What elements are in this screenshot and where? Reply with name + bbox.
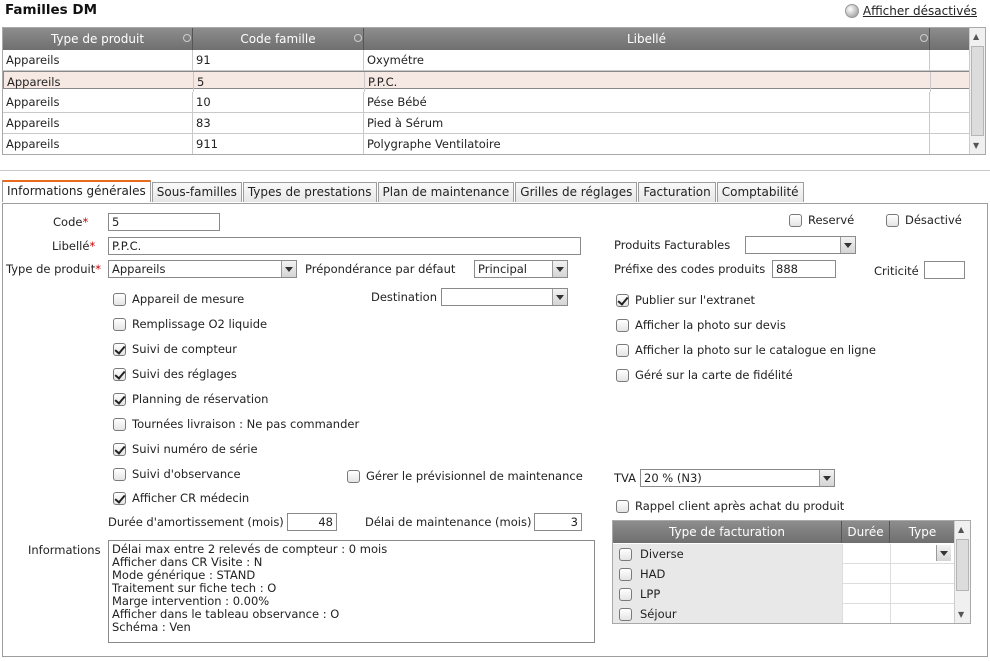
checkbox-label: Géré sur la carte de fidélité [635, 368, 793, 382]
search-icon[interactable] [920, 34, 928, 42]
checkbox[interactable] [619, 608, 632, 621]
toggle-ball-icon [845, 4, 859, 18]
checkbox[interactable] [619, 568, 632, 581]
reserve-checkbox[interactable]: Reservé [789, 213, 854, 227]
tab-6[interactable]: Comptabilité [717, 182, 804, 202]
grid-scrollbar[interactable] [969, 28, 985, 154]
checkbox-label: Remplissage O2 liquide [132, 317, 268, 331]
duree-cell[interactable] [842, 584, 890, 604]
checkbox[interactable] [113, 492, 126, 505]
tab-0[interactable]: Informations générales [2, 180, 151, 202]
info-textarea[interactable]: Délai max entre 2 relevés de compteur : 0 mois Afficher dans CR Visite : N Mode générique : STAND Traitement sur fiche tech : O Marge intervention : 0.00% Afficher dans le tableau observance : O Schéma : Ven [108, 540, 595, 643]
billing-type-label: Séjour [640, 607, 677, 621]
checkbox[interactable] [616, 344, 629, 357]
table-cell: 911 [193, 134, 364, 154]
table-row[interactable] [3, 92, 970, 113]
checkbox-item[interactable] [113, 392, 268, 406]
chevron-down-icon[interactable] [552, 261, 567, 277]
amort-input[interactable]: 48 [287, 513, 337, 531]
families-grid [2, 27, 986, 155]
checkbox-label: Appareil de mesure [132, 292, 245, 306]
table-cell: Appareils [3, 134, 193, 154]
table-row[interactable] [3, 134, 970, 155]
billing-type-dropdown[interactable] [935, 545, 951, 561]
checkbox-item[interactable] [113, 417, 359, 431]
checkbox-item[interactable] [113, 342, 237, 356]
table-row[interactable] [613, 604, 955, 624]
type-cell[interactable] [890, 604, 955, 624]
prefixe-label: Préfixe des codes produits [614, 262, 766, 276]
table-row[interactable] [3, 50, 970, 71]
table-cell: 10 [193, 92, 364, 112]
billing-type-cell[interactable] [613, 564, 842, 584]
checkbox[interactable] [619, 588, 632, 601]
checkbox-label: Suivi de compteur [132, 342, 237, 356]
delai-label: Délai de maintenance (mois) [365, 515, 532, 529]
prefixe-input[interactable]: 888 [772, 260, 836, 278]
checkbox-label: Afficher la photo sur devis [635, 318, 786, 332]
destination-label: Destination [371, 290, 437, 304]
table-cell: Polygraphe Ventilatoire [364, 134, 930, 154]
checkbox-item[interactable] [616, 368, 793, 382]
checkbox[interactable] [619, 548, 632, 561]
duree-cell[interactable] [842, 564, 890, 584]
rappel-checkbox[interactable]: Rappel client après achat du produit [616, 499, 844, 513]
table-row[interactable] [3, 113, 970, 134]
col-header-billing-type[interactable]: Type de facturation [613, 521, 842, 543]
scroll-up-icon[interactable]: ▲ [958, 525, 965, 534]
checkbox-item[interactable] [113, 367, 237, 381]
billing-header [613, 521, 955, 543]
duree-cell[interactable] [842, 604, 890, 624]
desactive-checkbox[interactable]: Désactivé [886, 213, 962, 227]
produits-fact-label: Produits Facturables [614, 238, 731, 252]
type-cell[interactable] [890, 564, 955, 584]
tab-2[interactable]: Types de prestations [243, 182, 377, 202]
billing-type-cell[interactable] [613, 604, 842, 624]
chevron-down-icon[interactable] [552, 289, 567, 305]
checkbox-item[interactable] [113, 442, 258, 456]
tva-select[interactable]: 20 % (N3) [640, 469, 835, 487]
table-cell: Appareils [3, 50, 193, 70]
libelle-input[interactable]: P.P.C. [108, 237, 581, 255]
scroll-down-icon[interactable]: ▼ [958, 610, 965, 619]
billing-grid [612, 520, 971, 624]
prepond-select[interactable]: Principal [474, 260, 568, 278]
chevron-down-icon[interactable] [819, 470, 834, 486]
table-cell: 91 [193, 50, 364, 70]
prepond-label: Prépondérance par défaut [305, 262, 456, 276]
libelle-label: Libellé* [52, 239, 96, 253]
checkbox-item[interactable] [113, 317, 267, 331]
table-row[interactable] [3, 71, 970, 89]
checkbox[interactable] [113, 293, 126, 306]
checkbox-item[interactable] [616, 318, 786, 332]
duree-cell[interactable] [842, 544, 890, 564]
produits-fact-select[interactable] [745, 236, 856, 254]
checkbox[interactable] [616, 319, 629, 332]
checkbox[interactable] [113, 443, 126, 456]
tab-1[interactable]: Sous-familles [152, 182, 242, 202]
checkbox[interactable] [616, 294, 629, 307]
table-row[interactable] [613, 584, 955, 604]
previsionnel-checkbox[interactable]: Gérer le prévisionnel de maintenance [347, 469, 583, 483]
table-cell: Pied à Sérum [364, 113, 930, 133]
checkbox-item[interactable] [616, 343, 876, 357]
type-select[interactable]: Appareils [108, 260, 297, 278]
checkbox-item[interactable] [113, 491, 249, 505]
search-icon[interactable] [183, 34, 191, 42]
checkbox[interactable] [113, 418, 126, 431]
table-cell: P.P.C. [365, 72, 931, 92]
col-header-libelle[interactable]: Libellé [364, 28, 930, 50]
table-cell: Appareils [3, 92, 193, 112]
code-input[interactable]: 5 [108, 213, 220, 231]
checkbox[interactable] [113, 368, 126, 381]
checkbox-label: Suivi numéro de série [132, 442, 258, 456]
col-header-code[interactable]: Code famille [193, 28, 364, 50]
table-cell: Oxymétre [364, 50, 930, 70]
info-label: Informations [28, 543, 101, 557]
scroll-up-icon[interactable]: ▲ [973, 32, 980, 41]
splitter[interactable] [0, 170, 990, 173]
checkbox-label: Planning de réservation [132, 392, 269, 406]
table-cell [930, 113, 970, 133]
checkbox-label: Suivi des réglages [132, 367, 237, 381]
table-row[interactable] [613, 544, 955, 564]
table-row[interactable] [613, 564, 955, 584]
destination-select[interactable] [441, 288, 568, 306]
code-label: Code* [53, 215, 89, 229]
checkbox-item[interactable] [113, 292, 244, 306]
table-cell [931, 72, 971, 92]
chevron-down-icon[interactable] [840, 237, 855, 253]
amort-label: Durée d'amortissement (mois) [108, 515, 284, 529]
billing-type-cell[interactable] [613, 584, 842, 604]
checkbox-label: Publier sur l'extranet [635, 293, 756, 307]
billing-type-label: LPP [640, 587, 661, 601]
checkbox-item[interactable] [616, 293, 755, 307]
table-cell [930, 50, 970, 70]
col-header-duree[interactable]: Durée [842, 521, 890, 543]
scroll-thumb[interactable] [971, 46, 984, 136]
checkbox[interactable] [113, 318, 126, 331]
tab-3[interactable]: Plan de maintenance [378, 182, 515, 202]
show-disabled-label[interactable]: Afficher désactivés [862, 4, 977, 18]
search-icon[interactable] [354, 34, 362, 42]
col-header-extra [930, 28, 970, 50]
table-cell: 5 [194, 72, 365, 92]
grid-header [3, 28, 970, 50]
table-cell [930, 134, 970, 154]
billing-scrollbar[interactable] [954, 521, 970, 623]
checkbox[interactable] [113, 343, 126, 356]
table-cell [930, 92, 970, 112]
table-cell: 83 [193, 113, 364, 133]
table-cell: Appareils [4, 72, 194, 92]
billing-type-label: Diverse [640, 547, 684, 561]
checkbox-label: Afficher la photo sur le catalogue en ligne [635, 343, 876, 357]
billing-type-cell[interactable] [613, 544, 842, 564]
checkbox-item[interactable] [113, 467, 241, 481]
tab-bar [2, 182, 805, 202]
criticite-label: Criticité [874, 264, 919, 278]
billing-type-label: HAD [640, 567, 666, 581]
type-label: Type de produit* [6, 262, 101, 276]
tab-5[interactable]: Facturation [638, 182, 715, 202]
checkbox[interactable] [113, 468, 126, 481]
col-header-type[interactable]: Type [908, 525, 937, 539]
scroll-thumb[interactable] [956, 539, 969, 591]
scroll-down-icon[interactable]: ▼ [973, 141, 980, 150]
checkbox-label: Tournées livraison : Ne pas commander [132, 417, 360, 431]
show-disabled-link[interactable] [845, 4, 977, 18]
delai-input[interactable]: 3 [534, 513, 582, 531]
tva-label: TVA [614, 471, 637, 485]
table-cell: Pése Bébé [364, 92, 930, 112]
type-cell[interactable] [890, 584, 955, 604]
checkbox-label: Suivi d'observance [132, 467, 241, 481]
table-cell: Appareils [3, 113, 193, 133]
col-header-type[interactable]: Type de produit [3, 28, 193, 50]
tab-4[interactable]: Grilles de réglages [515, 182, 637, 202]
checkbox[interactable] [113, 393, 126, 406]
checkbox[interactable] [616, 369, 629, 382]
checkbox-label: Afficher CR médecin [132, 491, 250, 505]
page-title: Familles DM [5, 2, 98, 18]
chevron-down-icon[interactable] [281, 261, 296, 277]
chevron-down-icon[interactable] [936, 545, 951, 561]
criticite-input[interactable] [924, 261, 965, 279]
